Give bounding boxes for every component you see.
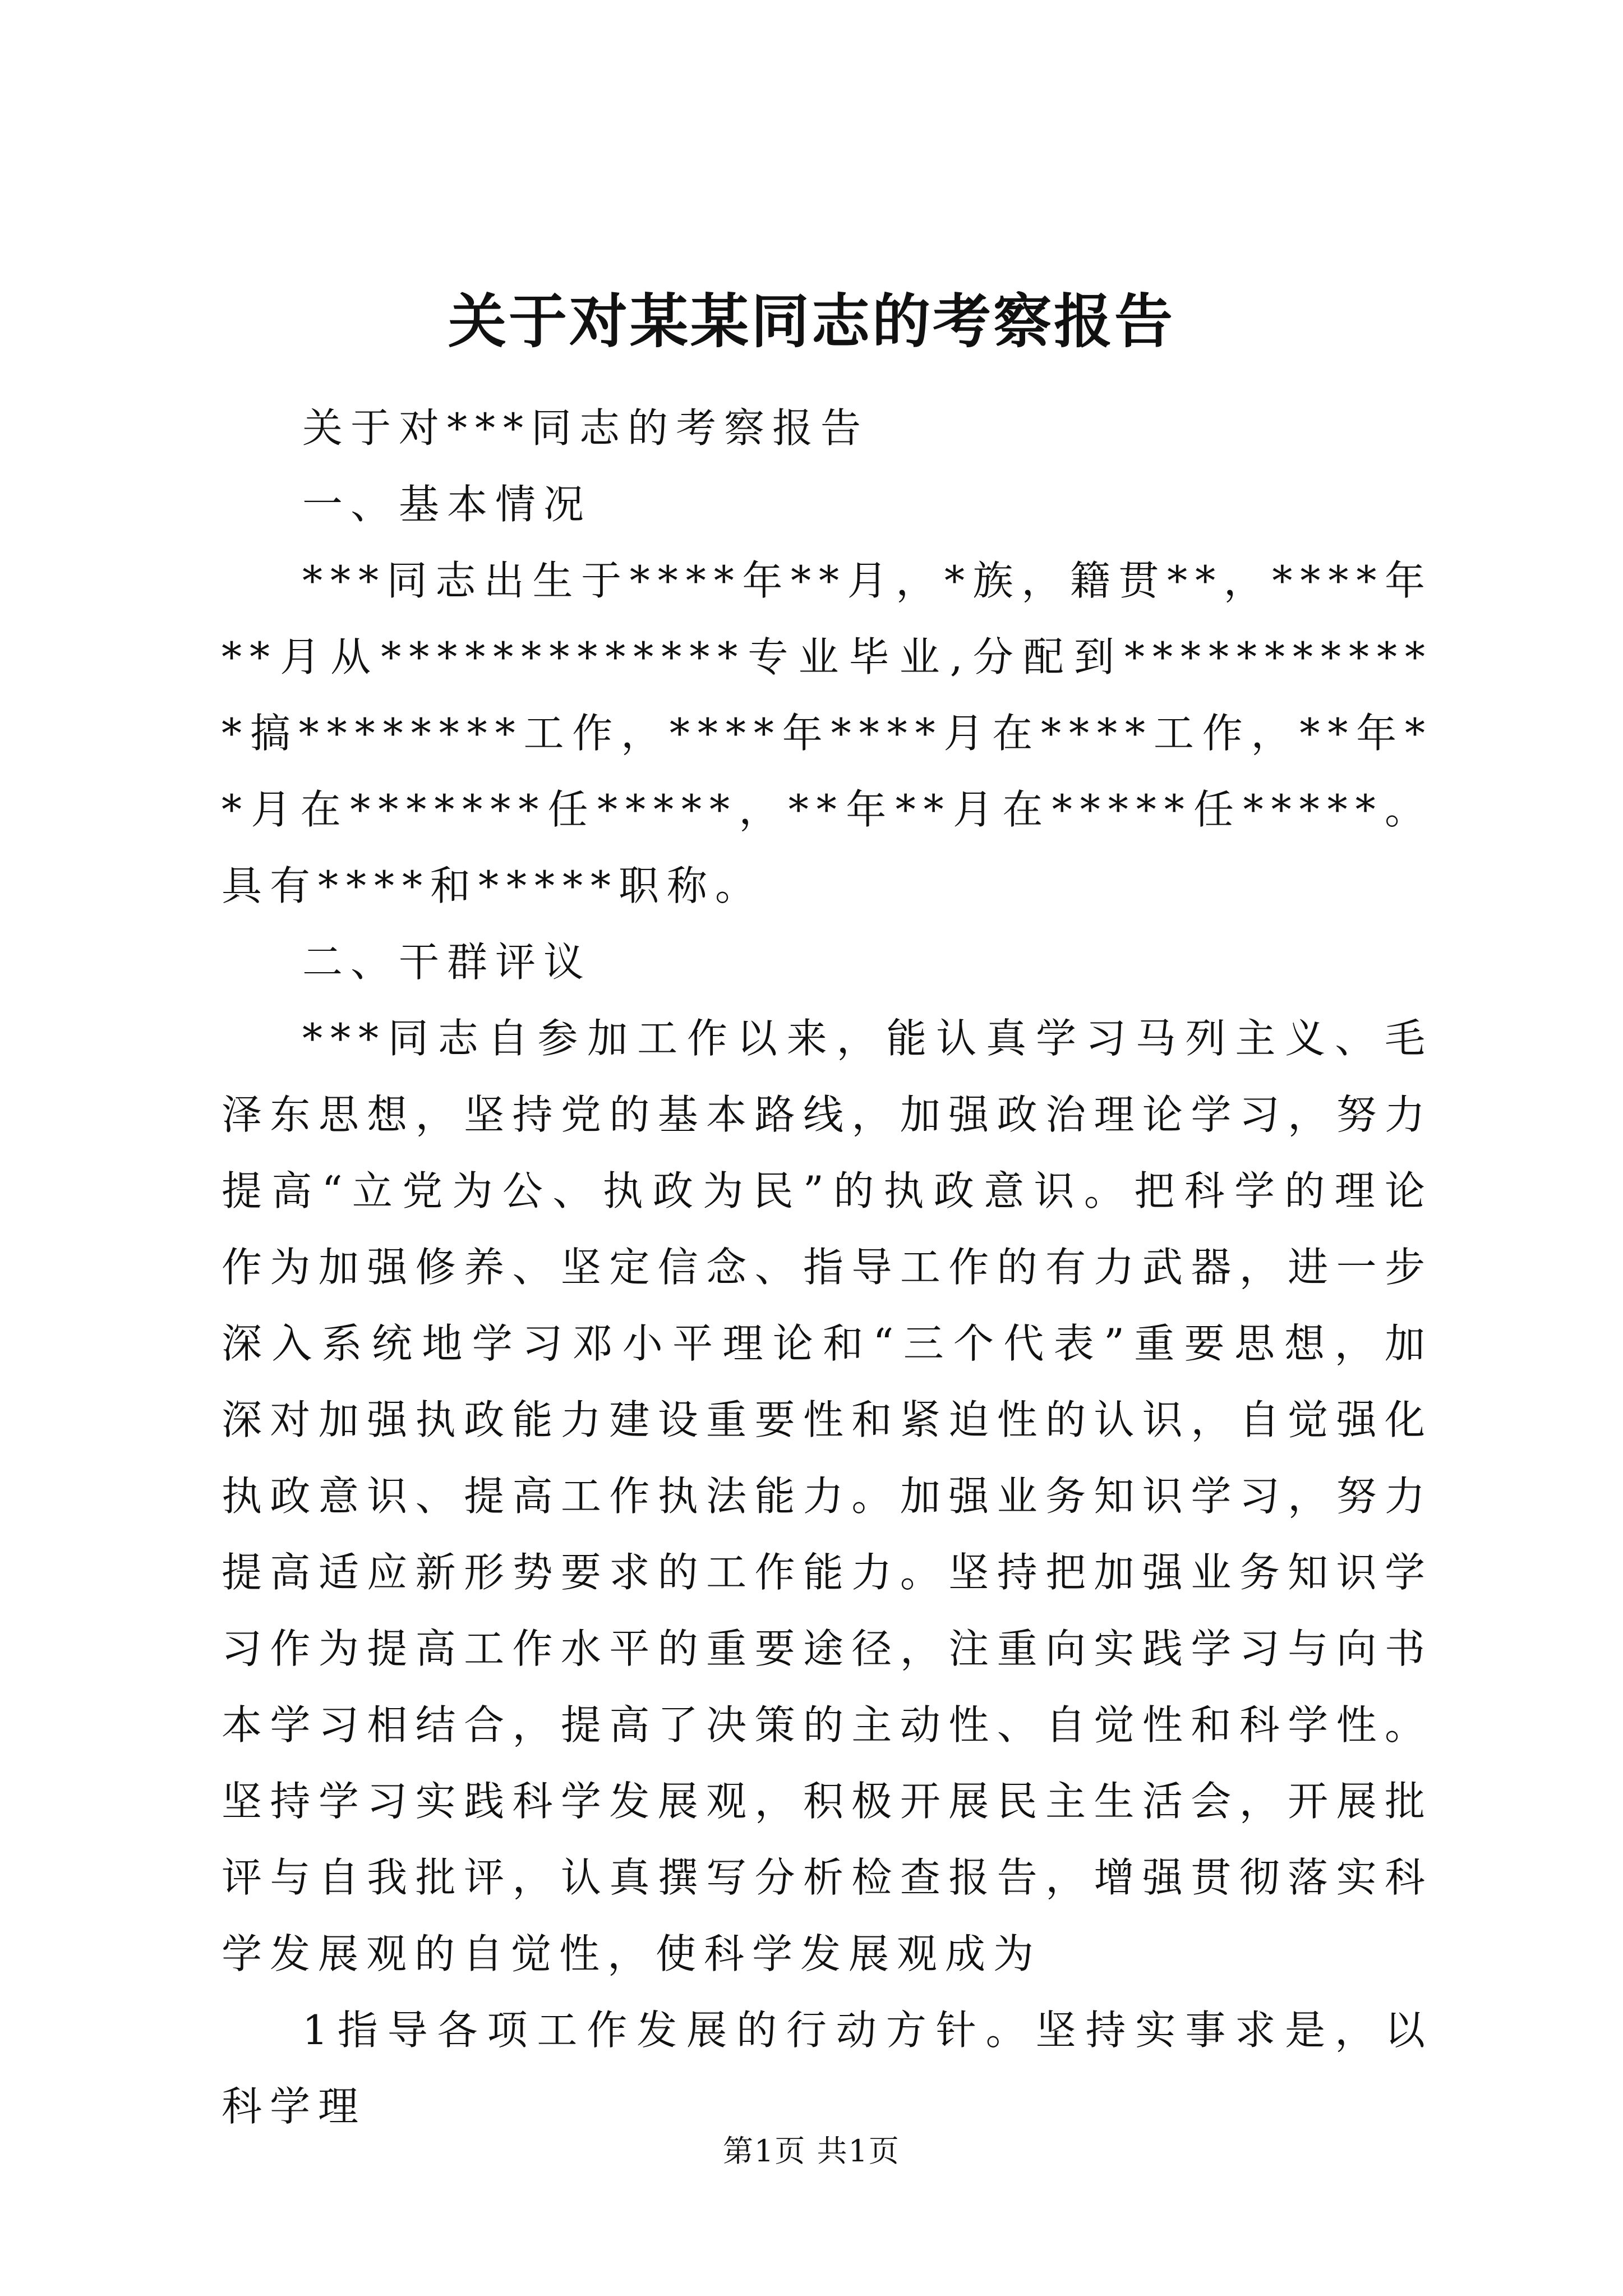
section-heading-evaluation: 二、干群评议 bbox=[302, 938, 592, 986]
paragraph-evaluation: ***同志自参加工作以来，能认真学习马列主义、毛泽东思想，坚持党的基本路线，加强政治理论学习，努力提高“立党为公、执政为民”的执政意识。把科学的理论作为加强修养、坚定信念、指导工作的有力武器，进一步深入系统地学习邓小平理论和“三个代表”重要思想，加深对加强执政能力建设重要性和紧迫性的认识，自觉强化执政意识、提高工作执法能力。加强业务知识学习，努力提高适应新形势要求的工作能力。坚持把加强业务知识学习作为提高工作水平的重要途径，注重向实践学习与向书本学习相结合，提高了决策的主动性、自觉性和科学性。坚持学习实践科学发展观，积极开展民主生活会，开展批评与自我批评，认真撰写分析检查报告，增强贯彻落实科学发展观的自觉性，使科学发展观成为 bbox=[222, 1015, 1433, 1977]
document-body bbox=[222, 390, 1433, 2145]
paragraph-subtitle: 关于对***同志的考察报告 bbox=[302, 404, 869, 452]
section-heading-basic-info: 一、基本情况 bbox=[302, 481, 592, 528]
paragraph-continuation: 1指导各项工作发展的行动方针。坚持实事求是，以科学理 bbox=[222, 2007, 1433, 2130]
paragraph-basic-info: ***同志出生于****年**月，*族，籍贯**，****年**月从*************专业毕业,分配到************搞********工作，****年****月在****工作，**年**月在*******任*****，**年**月在*****任*****。具有****和*****职称。 bbox=[222, 557, 1433, 909]
document-title: 关于对某某同志的考察报告 bbox=[448, 287, 1175, 356]
page-footer: 第1页 共1页 bbox=[723, 2133, 900, 2169]
